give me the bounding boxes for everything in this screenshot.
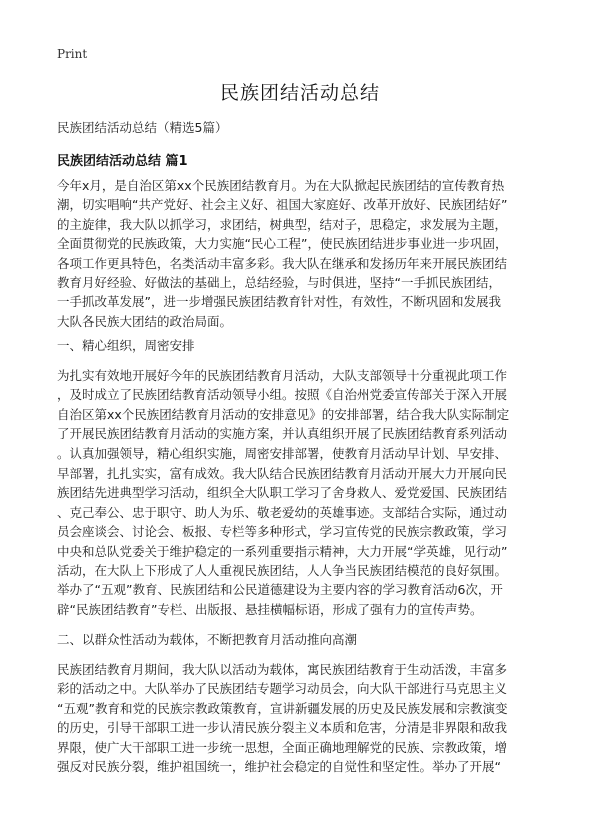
text-line: 活动，在大队上下形成了人人重视民族团结，人人争当民族团结模范的良好氛围。 xyxy=(57,562,508,578)
text-line: 举办了“五观”教育、民族团结和公民道德建设为主要内容的学习教育活动6次，开 xyxy=(57,582,503,598)
heading-organize: 一、精心组织，周密安排 xyxy=(57,338,195,353)
text-line: 强反对民族分裂，维护祖国统一，维护社会稳定的自觉性和坚定性。举办了开展“ xyxy=(57,758,501,774)
text-line: 辟“民族团结教育”专栏、出版报、悬挂横幅标语，形成了强有力的宣传声势。 xyxy=(57,601,483,617)
section-title: 民族团结活动总结 篇1 xyxy=(57,154,188,169)
text-line: “五观”教育和党的民族宗教政策教育，宣讲新疆发展的历史及民族发展和宗教演变 xyxy=(57,700,508,716)
text-line: 的历史，引导干部职工进一步认清民族分裂主义本质和危害，分清是非界限和敌我 xyxy=(57,720,508,736)
document-title: 民族团结活动总结 xyxy=(219,82,380,104)
text-line: 为扎实有效地开展好今年的民族团结教育月活动，大队支部领导十分重视此项工作 xyxy=(57,368,508,383)
text-line: 自治区第xx个民族团结教育月活动的安排意见》的安排部署，结合我大队实际制定 xyxy=(57,406,510,422)
text-line: 、克己奉公、忠于职守、助人为乐、敬老爱幼的英雄事迹。支部结合实际，通过动 xyxy=(57,504,508,520)
heading-activities: 二、以群众性活动为载体，不断把教育月活动推向高潮 xyxy=(57,632,358,647)
text-line: 族团结先进典型学习活动，组织全大队职工学习了舍身救人、爱党爱国、民族团结 xyxy=(57,485,508,501)
paragraph-intro xyxy=(57,176,545,331)
text-line: 潮，切实唱响“共产党好、社会主义好、祖国大家庭好、改革开放好、民族团结好” xyxy=(57,197,508,213)
paragraph-organize xyxy=(57,366,545,463)
text-line: 一手抓改革发展”，进一步增强民族团结教育针对性，有效性，不断巩固和发展我 xyxy=(57,294,501,310)
text-line: 早部署，扎扎实实，富有成效。我大队结合民族团结教育月活动开展大力开展向民 xyxy=(57,466,508,481)
text-line: 各项工作更具特色，名类活动丰富多彩。我大队在继承和发扬历年来开展民族团结 xyxy=(57,255,508,271)
text-line: 彩的活动之中。大队举办了民族团结专题学习动员会，向大队干部进行马克思主义 xyxy=(57,681,508,697)
text-line: 大队各民族大团结的政治局面。 xyxy=(57,313,233,329)
text-line: 民族团结教育月期间，我大队以活动为载体，寓民族团结教育于生动活泼，丰富多 xyxy=(57,662,508,677)
print-link[interactable]: Print xyxy=(57,47,88,61)
text-line: 的主旋律，我大队以抓学习，求团结，树典型，结对子，思稳定，求发展为主题， xyxy=(57,216,508,232)
text-line: 。认真加强领导，精心组织实施，周密安排部署，使教育月活动早计划、早安排、 xyxy=(57,445,508,461)
text-line: 教育月好经验、好做法的基础上，总结经验，与时俱进，坚持“一手抓民族团结， xyxy=(57,274,501,290)
text-line: 界限，使广大干部职工进一步统一思想，全面正确地理解党的民族、宗教政策，增 xyxy=(57,739,508,755)
paragraph-activities xyxy=(57,660,545,776)
text-line: 了开展民族团结教育月活动的实施方案，并认真组织开展了民族团结教育系列活动 xyxy=(57,426,508,442)
text-line: 今年x月，是自治区第xx个民族团结教育月。为在大队掀起民族团结的宣传教育热 xyxy=(57,178,505,193)
text-line: 员会座谈会、讨论会、板报、专栏等多种形式，学习宣传党的民族宗教政策，学习 xyxy=(57,524,508,540)
text-line: ，及时成立了民族团结教育活动领导小组。按照《自治州党委宣传部关于深入开展 xyxy=(57,387,508,403)
text-line: 全面贯彻党的民族政策，大力实施“民心工程”，使民族团结进步事业进一步巩固， xyxy=(57,236,508,252)
document-subtitle: 民族团结活动总结（精选5篇） xyxy=(57,120,228,135)
text-line: 中央和总队党委关于维护稳定的一系列重要指示精神，大力开展“学英雄，见行动” xyxy=(57,543,508,559)
paragraph-deploy xyxy=(57,464,545,619)
